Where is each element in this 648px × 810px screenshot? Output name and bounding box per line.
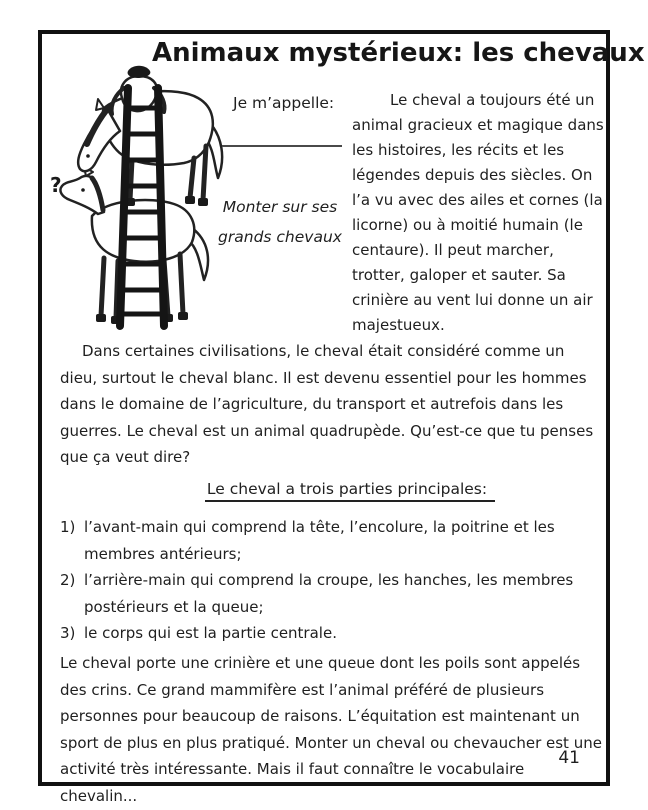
question-mark: ? <box>50 173 62 197</box>
section-heading-text: Le cheval a trois parties principales: <box>205 480 495 502</box>
list-item <box>60 567 605 620</box>
page-border <box>38 30 645 805</box>
idiom-caption: Monter sur ses grands chevaux <box>218 198 342 246</box>
intro-paragraph: Le cheval a toujours été un animal gracieux et magique dans les histoires, les récits et les légendes depuis des siècles. On l’a vu avec des ailes et cornes (la licorne) ou à moitié humain (le centaure). Il peut marcher, trotter, galoper et sauter. Sa crinière au vent lui donne un air majestueux. <box>352 91 604 334</box>
closing-paragraph: Le cheval porte une crinière et une queue dont les poils sont appelés des crins. Ce grand mammifère est l’animal préféré de plusieurs personnes pour beaucoup de raisons. L’équitation est maintenant un sport de plus en plus pratiqué. Monter un cheval ou chevaucher est une activité très intéressante. Mais il faut connaître le vocabulaire chevalin... <box>60 654 602 805</box>
list-item-text: l’arrière-main qui comprend la croupe, les hanches, les membres postérieurs et la queue; <box>84 571 574 616</box>
list-item-marker: 2) <box>60 571 76 589</box>
section-heading <box>42 480 606 498</box>
civilisations-paragraph: Dans certaines civilisations, le cheval était considéré comme un dieu, surtout le cheval blanc. Il est devenu essentiel pour les hommes dans le domaine de l’agriculture, du transport et autrefois dans les guerres. Le cheval est un animal quadrupède. Qu’est-ce que tu penses que ça veut dire? <box>60 342 594 466</box>
list-item-text: le corps qui est la partie centrale. <box>84 624 337 642</box>
list-item-marker: 1) <box>60 518 76 536</box>
name-blank-line <box>222 145 342 147</box>
page-title: Animaux mystérieux: les chevaux <box>152 38 645 68</box>
page-number: 41 <box>558 748 580 768</box>
list-item-marker: 3) <box>60 624 76 642</box>
small-horse <box>60 167 208 324</box>
horses-ladder-illustration <box>46 64 236 336</box>
list-item <box>60 514 605 567</box>
horse-parts-list <box>60 514 605 647</box>
list-item <box>60 620 605 647</box>
list-item-text: l’avant-main qui comprend la tête, l’encolure, la poitrine et les membres antérieurs; <box>84 518 555 563</box>
name-prompt-label: Je m’appelle: <box>233 94 335 112</box>
